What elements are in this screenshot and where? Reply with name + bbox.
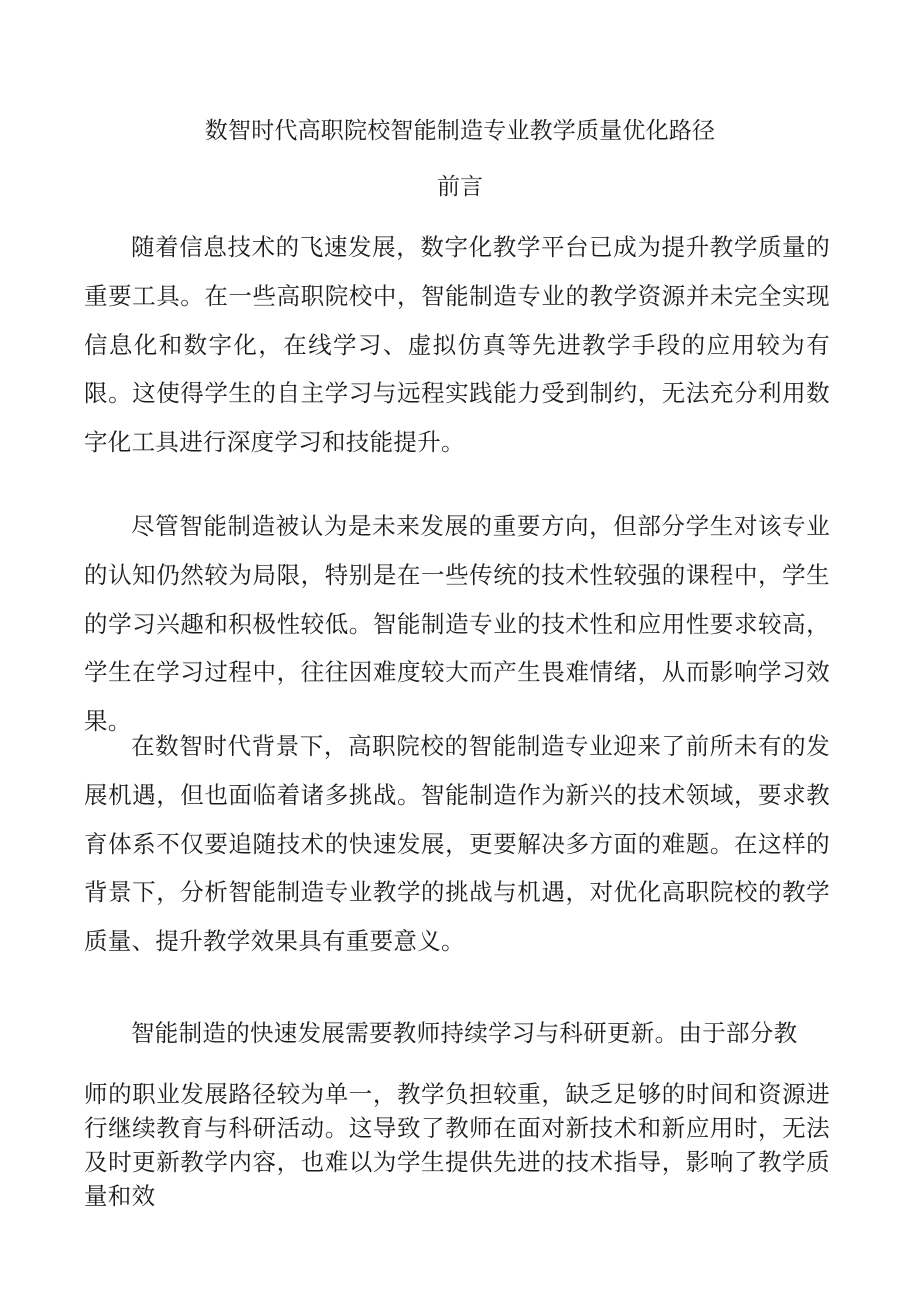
paragraph-2: 尽管智能制造被认为是未来发展的重要方向，但部分学生对该专业的认知仍然较为局限，特别是在一些传统的技术性较强的课程中，学生的学习兴趣和积极性较低。智能制造专业的技术性和应用性要求较高，学生在学习过程中，往往因难度较大而产生畏难情绪，从而影响学习效果。: [84, 512, 830, 736]
paragraph-4-continuation: 师的职业发展路径较为单一，教学负担较重，缺乏足够的时间和资源进行继续教育与科研活动。这导致了教师在面对新技术和新应用时，无法及时更新教学内容，也难以为学生提供先进的技术指导，影响了教学质量和效: [84, 1080, 830, 1210]
section-heading: 前言: [437, 174, 483, 200]
paragraph-4-first-line: 智能制造的快速发展需要教师持续学习与科研更新。由于部分教: [131, 1019, 798, 1047]
paragraph-3: 在数智时代背景下，高职院校的智能制造专业迎来了前所未有的发展机遇，但也面临着诸多挑战。智能制造作为新兴的技术领域，要求教育体系不仅要追随技术的快速发展，更要解决多方面的难题。在这样的背景下，分析智能制造专业教学的挑战与机遇，对优化高职院校的教学质量、提升教学效果具有重要意义。: [84, 732, 830, 956]
paragraph-1: 随着信息技术的飞速发展，数字化教学平台已成为提升教学质量的重要工具。在一些高职院校中，智能制造专业的教学资源并未完全实现信息化和数字化，在线学习、虚拟仿真等先进教学手段的应用较为有限。这使得学生的自主学习与远程实践能力受到制约，无法充分利用数字化工具进行深度学习和技能提升。: [84, 233, 830, 457]
document-title: 数智时代高职院校智能制造专业教学质量优化路径: [204, 118, 716, 144]
